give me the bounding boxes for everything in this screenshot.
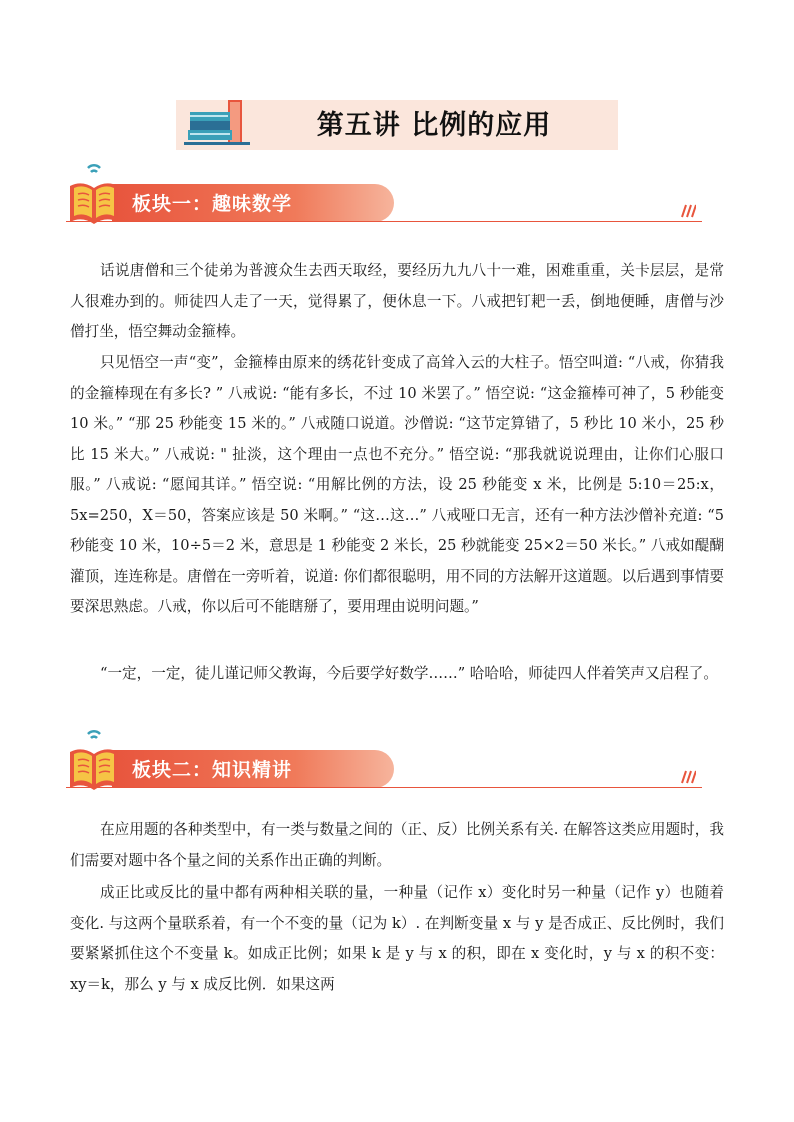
story-paragraph-3: “一定，一定，徒儿谨记师父教诲，今后要学好数学……” 哈哈哈，师徒四人伴着笑声又启程了。 [100,665,718,682]
section-rule [66,221,702,222]
slashes-icon [678,770,696,784]
open-book-icon [66,730,126,794]
section-header-1 [66,164,702,228]
section-header-2 [66,730,702,794]
section-rule [66,787,702,788]
knowledge-paragraph-2: 成正比或反比的量中都有两种相关联的量，一种量（记作 x）变化时另一种量（记作 y）也随着变化. 与这两个量联系着，有一个不变的量（记为 k）. 在判断变量 x 与 y 是否成正、反比例时，我们要紧紧抓住这个不变量 k。如成正比例；如果 k 是 y 与 x 的积，即在 x 变化时，y 与 x 的积不变：xy＝k，那么 y 与 x 成反比例．如果这两 [70,884,724,993]
books-stack-icon [184,98,250,148]
section-title: 板块二：知识精讲 [132,759,293,781]
knowledge-paragraph-1: 在应用题的各种类型中，有一类与数量之间的（正、反）比例关系有关. 在解答这类应用题时，我们需要对题中各个量之间的关系作出正确的判断。 [70,821,724,869]
story-paragraph-2: 只见悟空一声“变”，金箍棒由原来的绣花针变成了高耸入云的大柱子。悟空叫道: “八戒，你猜我的金箍棒现在有多长? ” 八戒说: “能有多长，不过 10 米罢了。” 悟空说: “这金箍棒可神了，5 秒能变 10 米。” “那 25 秒能变 15 米的。” 八戒随口说道。沙僧说: “这节定算错了，5 秒比 10 米小，25 秒比 15 米大。” 八戒说: " 扯淡，这个理由一点也不充分。” 悟空说: “那我就说说理由，让你们心服口服。” 八戒说: “愿闻其详。” 悟空说: “用解比例的方法，设 25 秒能变 x 米，比例是 5:10＝25:x，5x=250，X＝50，答案应该是 50 米啊。” “这…这…” 八戒哑口无言，还有一种方法沙僧补充道: “5 秒能变 10 米，10÷5＝2 米，意思是 1 秒能变 2 米长，25 秒就能变 25×2＝50 米长。” 八戒如醍醐灌顶，连连称是。唐僧在一旁听着，说道: 你们都很聪明，用不同的方法解开这道题。以后遇到事情要要深思熟虑。八戒，你以后可不能瞎掰了，要用理由说明问题。” [70,354,724,615]
page-title: 第五讲 比例的应用 [316,110,552,141]
slashes-icon [678,204,696,218]
story-paragraph-1: 话说唐僧和三个徒弟为普渡众生去西天取经，要经历九九八十一难，困难重重，关卡层层，是常人很难办到的。师徒四人走了一天，觉得累了，便休息一下。八戒把钉耙一丢，倒地便睡，唐僧与沙僧打坐，悟空舞动金箍棒。 [70,262,724,340]
section-title: 板块一：趣味数学 [132,193,293,215]
open-book-icon [66,164,126,228]
